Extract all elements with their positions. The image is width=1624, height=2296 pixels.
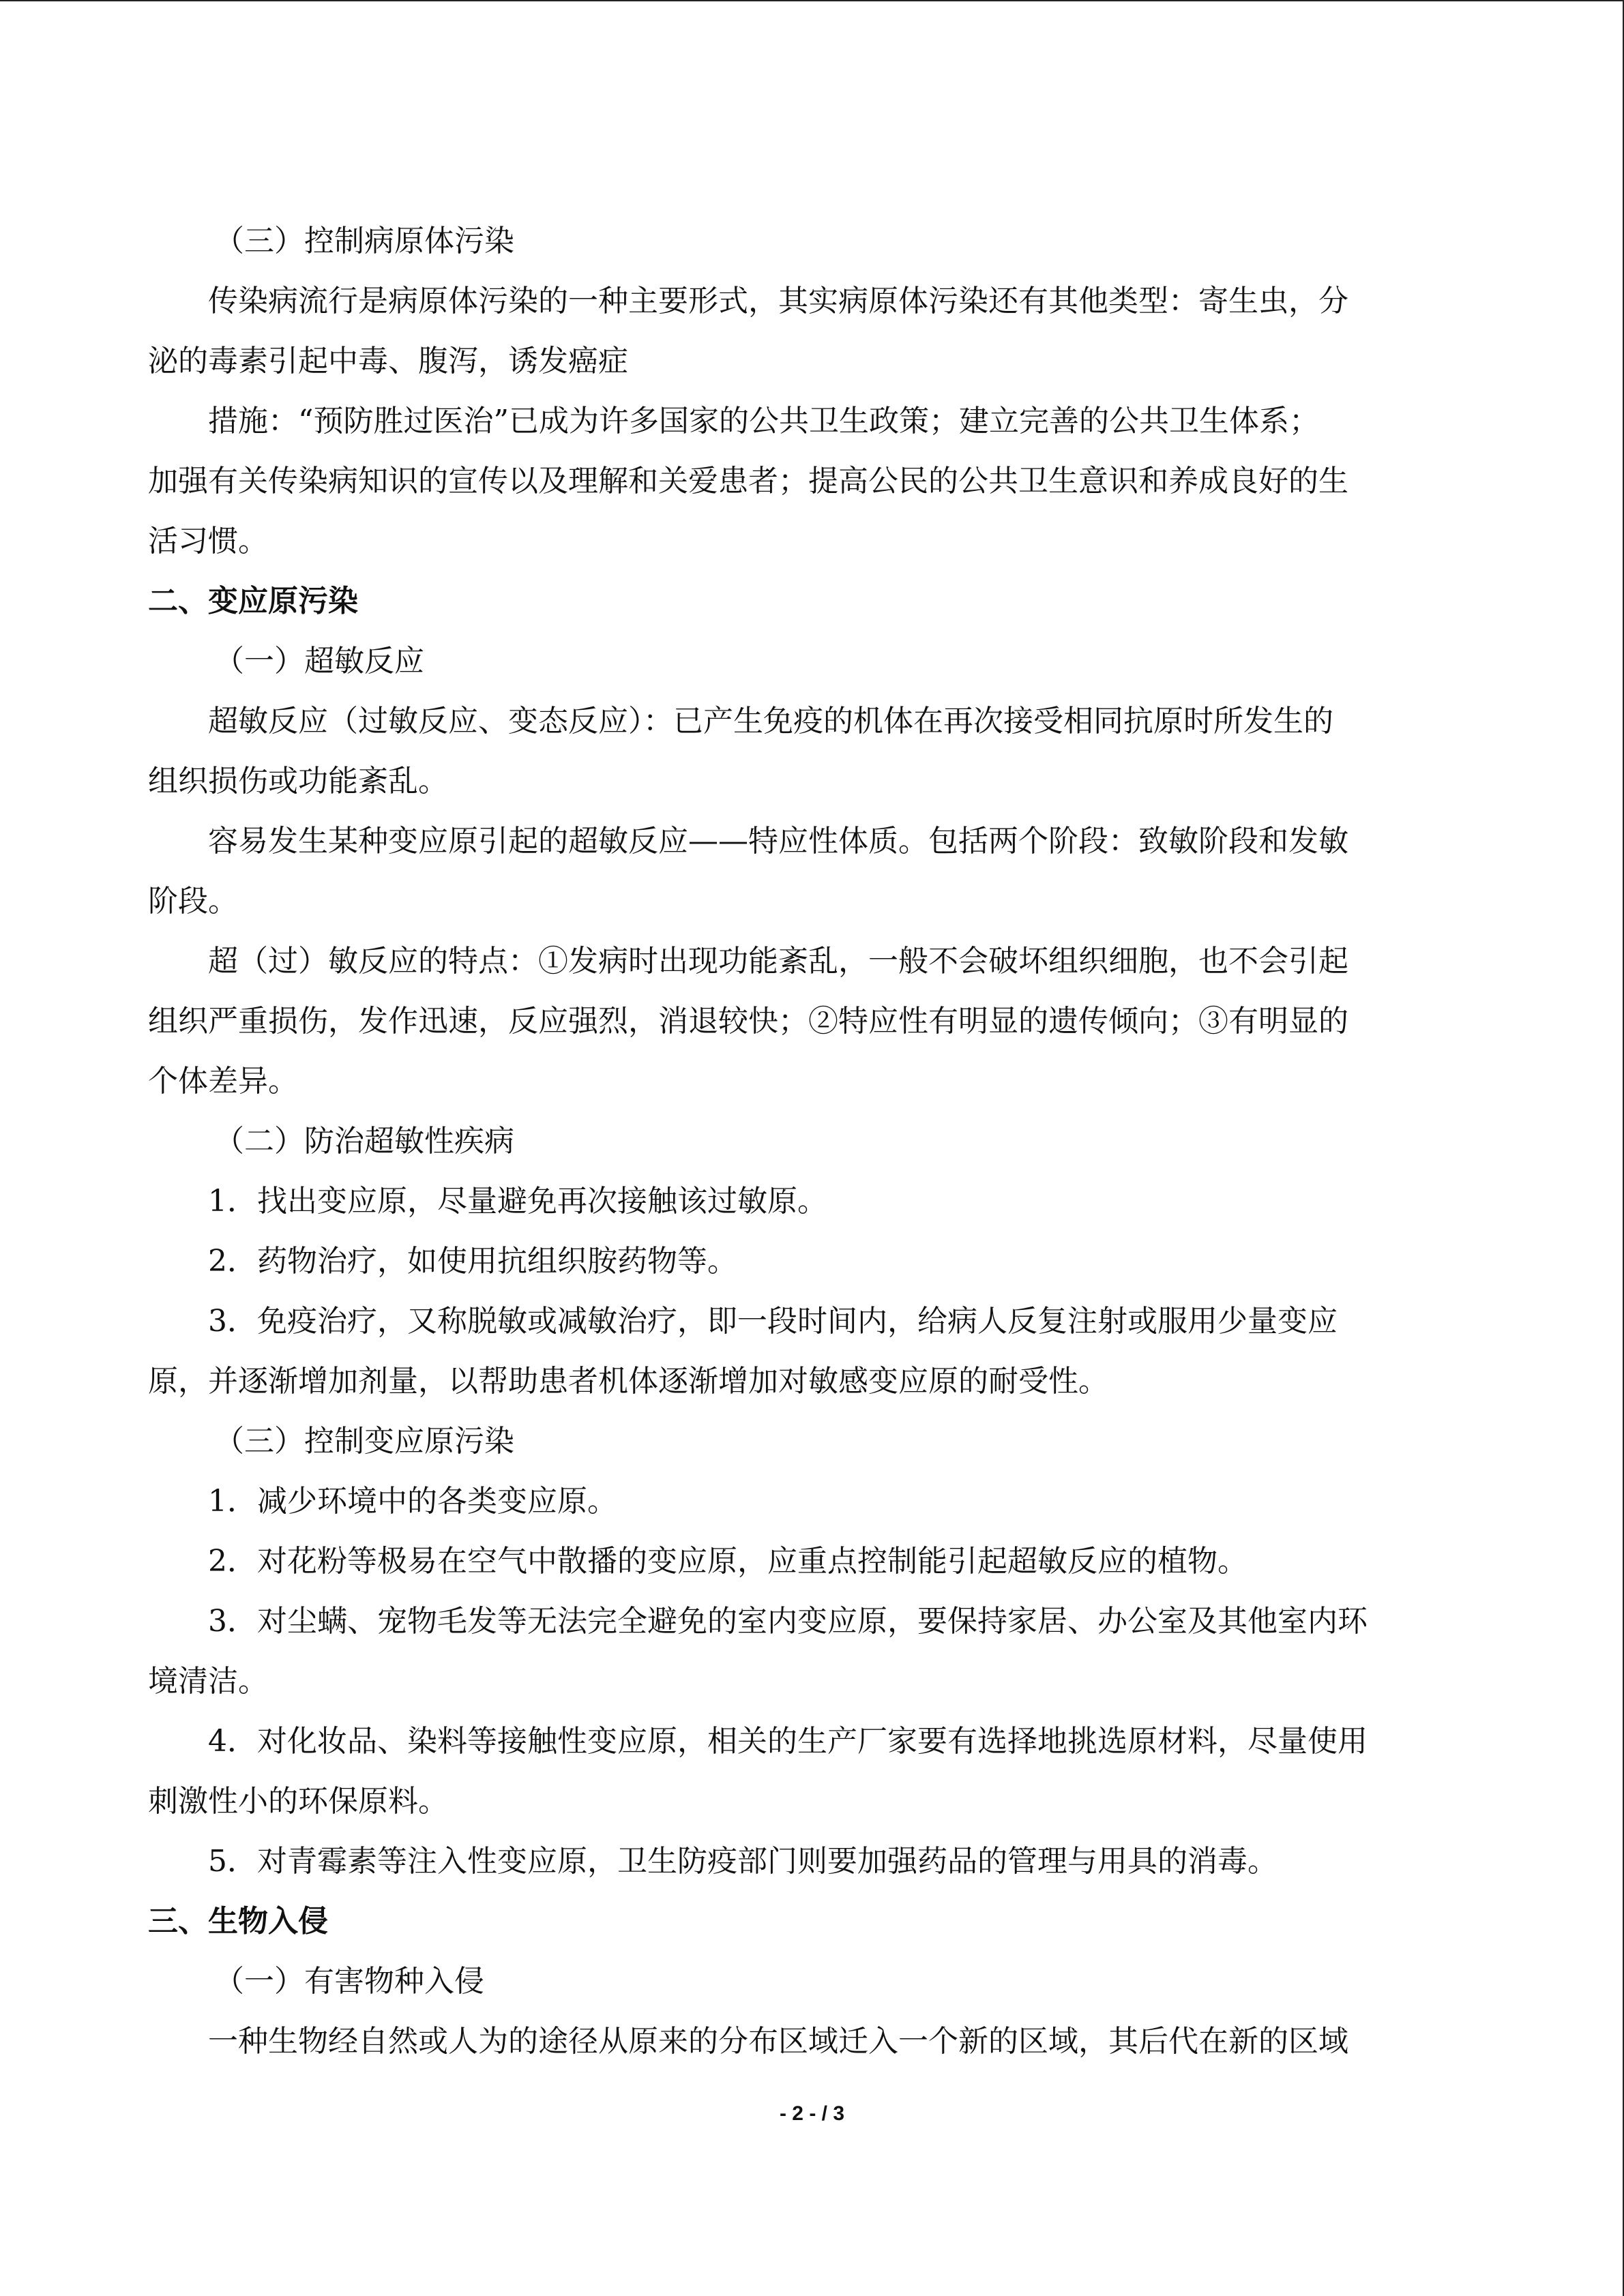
paragraph-line: 个体差异。 xyxy=(148,1064,298,1099)
list-item: 3．免疫治疗，又称脱敏或减敏治疗，即一段时间内，给病人反复注射或服用少量变应 xyxy=(208,1304,1338,1339)
page-number: - 2 - / 3 xyxy=(779,2102,845,2125)
subsection-heading: （三）控制病原体污染 xyxy=(214,224,514,258)
section-heading: 二、变应原污染 xyxy=(148,584,358,618)
subsection-heading: （二）防治超敏性疾病 xyxy=(214,1124,514,1159)
paragraph-line: 组织损伤或功能紊乱。 xyxy=(148,764,448,799)
section-heading: 三、生物入侵 xyxy=(148,1904,328,1939)
list-item: 2．对花粉等极易在空气中散播的变应原，应重点控制能引起超敏反应的植物。 xyxy=(208,1544,1247,1579)
paragraph-line: 超（过）敏反应的特点：①发病时出现功能紊乱，一般不会破坏组织细胞，也不会引起 xyxy=(208,944,1348,979)
subsection-heading: （一）有害物种入侵 xyxy=(214,1964,484,1999)
paragraph-line: 组织严重损伤，发作迅速，反应强烈，消退较快；②特应性有明显的遗传倾向；③有明显的 xyxy=(148,1004,1348,1039)
list-item-continuation: 境清洁。 xyxy=(148,1664,268,1699)
paragraph-line: 泌的毒素引起中毒、腹泻，诱发癌症 xyxy=(148,344,628,378)
list-item-continuation: 刺激性小的环保原料。 xyxy=(148,1784,448,1819)
paragraph-line: 加强有关传染病知识的宣传以及理解和关爱患者；提高公民的公共卫生意识和养成良好的生 xyxy=(148,464,1348,498)
list-item: 1．减少环境中的各类变应原。 xyxy=(208,1484,617,1519)
document-body xyxy=(148,211,1476,2072)
paragraph-line: 超敏反应（过敏反应、变态反应）：已产生免疫的机体在再次接受相同抗原时所发生的 xyxy=(208,704,1333,739)
list-item: 1．找出变应原，尽量避免再次接触该过敏原。 xyxy=(208,1184,827,1219)
list-item: 3．对尘螨、宠物毛发等无法完全避免的室内变应原，要保持家居、办公室及其他室内环 xyxy=(208,1604,1368,1639)
paragraph-line: 传染病流行是病原体污染的一种主要形式，其实病原体污染还有其他类型：寄生虫，分 xyxy=(208,284,1348,318)
paragraph-line: 阶段。 xyxy=(148,884,238,919)
paragraph-line: 容易发生某种变应原引起的超敏反应——特应性体质。包括两个阶段：致敏阶段和发敏 xyxy=(208,824,1348,859)
list-item: 2．药物治疗，如使用抗组织胺药物等。 xyxy=(208,1244,737,1279)
list-item-continuation: 原，并逐渐增加剂量，以帮助患者机体逐渐增加对敏感变应原的耐受性。 xyxy=(148,1364,1108,1399)
paragraph-line: 一种生物经自然或人为的途径从原来的分布区域迁入一个新的区域，其后代在新的区域 xyxy=(208,2024,1348,2059)
paragraph-line: 活习惯。 xyxy=(148,524,268,558)
list-item: 4．对化妆品、染料等接触性变应原，相关的生产厂家要有选择地挑选原材料，尽量使用 xyxy=(208,1724,1368,1759)
paragraph-line: 措施：“预防胜过医治”已成为许多国家的公共卫生政策；建立完善的公共卫生体系； xyxy=(208,404,1319,438)
subsection-heading: （一）超敏反应 xyxy=(214,644,424,679)
list-item: 5．对青霉素等注入性变应原，卫生防疫部门则要加强药品的管理与用具的消毒。 xyxy=(208,1844,1278,1879)
subsection-heading: （三）控制变应原污染 xyxy=(214,1424,514,1459)
